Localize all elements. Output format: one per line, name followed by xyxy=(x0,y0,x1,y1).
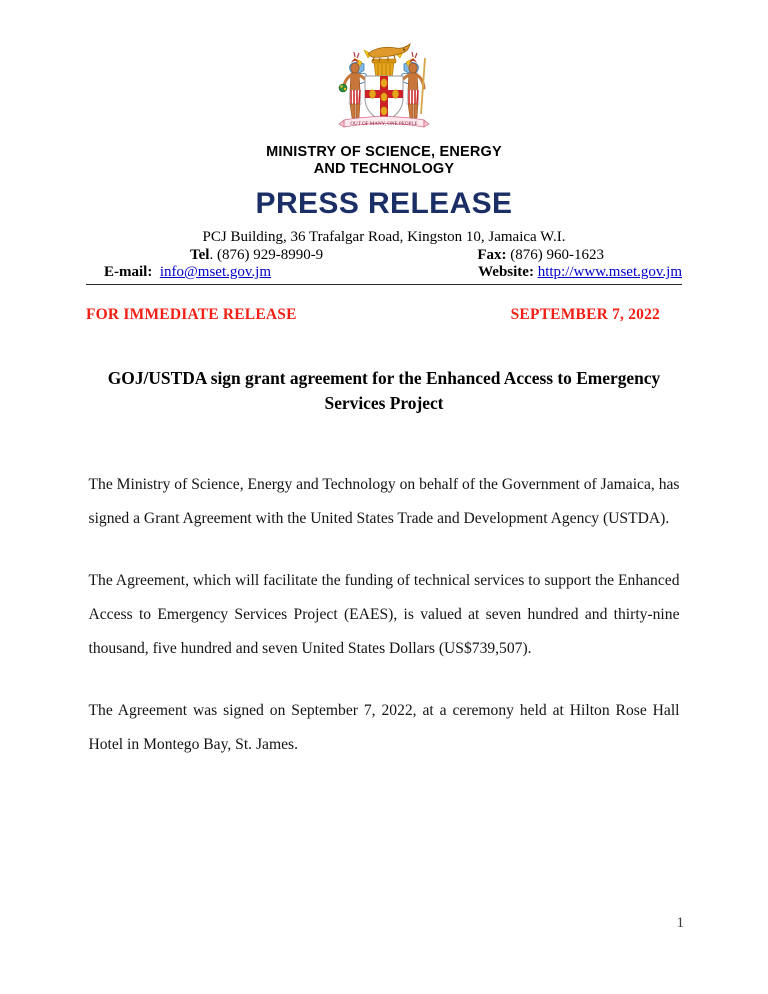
email-label: E-mail: xyxy=(104,264,153,280)
header-divider xyxy=(86,284,682,285)
telephone-value: . (876) 929-8990-9 xyxy=(209,246,324,263)
release-date: SEPTEMBER 7, 2022 xyxy=(510,305,660,323)
website-label: Website: xyxy=(478,264,534,280)
jamaica-coat-of-arms-icon xyxy=(324,34,444,138)
body-paragraph: The Agreement, which will facilitate the funding of technical services to support the Enhanced Access to Emergency Services Project (EAES), is valued at seven hundred and thirty-nine thousand, five hundred and seven United States Dollars (US$739,507). xyxy=(88,571,680,657)
shield-icon xyxy=(365,76,403,122)
website-link[interactable]: http://www.mset.gov.jm xyxy=(537,264,682,280)
fax-label: Fax: xyxy=(477,246,507,263)
motto-text: OUT OF MANY, ONE PEOPLE xyxy=(350,121,418,128)
ministry-name-line-1: MINISTRY OF SCIENCE, ENERGY xyxy=(266,144,502,160)
release-notice-row xyxy=(86,306,682,324)
page-title: GOJ/USTDA sign grant agreement for the Enhanced Access to Emergency Services Project xyxy=(107,367,661,413)
body-paragraph: The Agreement was signed on September 7, 2022, at a ceremony held at Hilton Rose Hall Hotel in Montego Bay, St. James. xyxy=(88,701,680,753)
tel-fax-row xyxy=(86,247,682,265)
coat-of-arms-wrap xyxy=(0,34,768,138)
ministry-name xyxy=(0,144,768,178)
press-release-title: PRESS RELEASE xyxy=(255,187,513,220)
telephone-entry xyxy=(86,247,323,265)
address-line: PCJ Building, 36 Trafalgar Road, Kingston 10, Jamaica W.I. xyxy=(202,229,566,245)
fax-value: (876) 960-1623 xyxy=(506,246,604,263)
body-paragraph: The Ministry of Science, Energy and Technology on behalf of the Government of Jamaica, has signed a Grant Agreement with the United States Trade and Development Agency (USTDA). xyxy=(88,475,680,527)
contact-block xyxy=(86,229,682,282)
ministry-name-line-2: AND TECHNOLOGY xyxy=(313,161,455,177)
fax-entry xyxy=(477,247,682,265)
email-link[interactable]: info@mset.gov.jm xyxy=(159,264,271,280)
telephone-label: Tel xyxy=(190,246,210,263)
body-copy xyxy=(89,468,680,762)
email-entry xyxy=(86,264,271,282)
website-entry xyxy=(478,264,682,282)
immediate-release-notice: FOR IMMEDIATE RELEASE xyxy=(86,305,297,323)
letterhead xyxy=(0,0,768,285)
page-number: 1 xyxy=(676,915,684,931)
email-website-row xyxy=(86,264,682,282)
